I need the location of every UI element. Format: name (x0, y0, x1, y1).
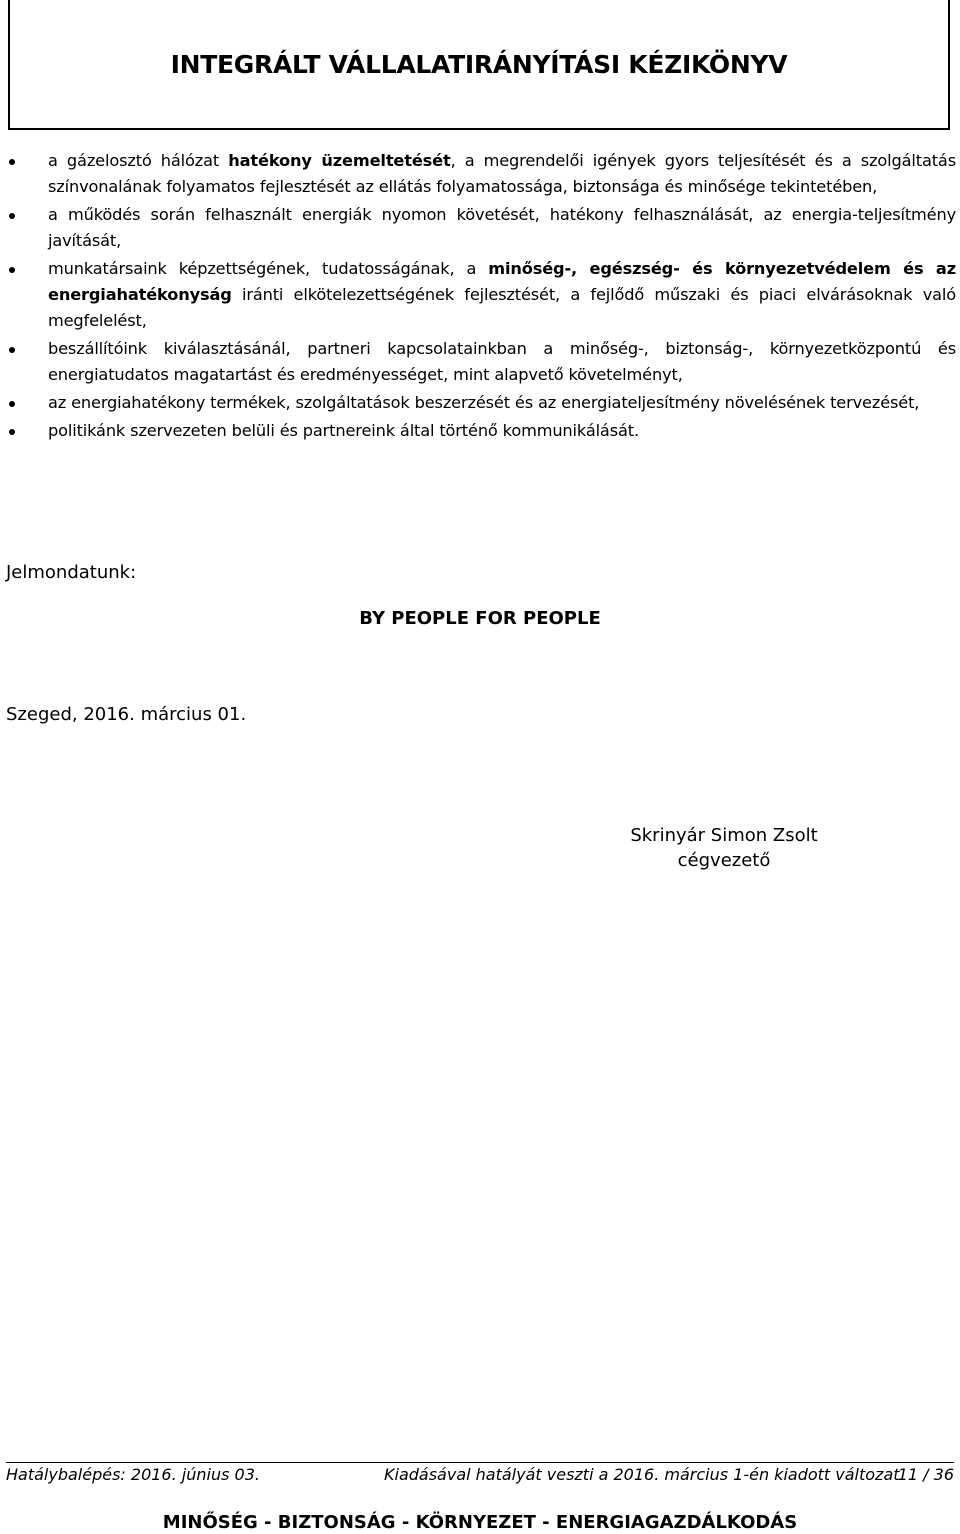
bullet-text-bold: minőség-, egészség- és környezetvédelem és az energiahatékonyság (48, 259, 956, 304)
list-item (6, 418, 956, 444)
signatory-name: Skrinyár Simon Zsolt (630, 825, 818, 846)
motto-text: BY PEOPLE FOR PEOPLE (359, 608, 601, 629)
bullet-text-part: az energiahatékony termékek, szolgáltatások beszerzését és az energiateljesítmény növelésének tervezését, (48, 393, 920, 412)
signature-block (600, 823, 848, 873)
bullet-text-part: iránti elkötelezettségének fejlesztését, a fejlődő műszaki és piaci elvárásoknak való megfelelést, (48, 285, 956, 330)
list-item (6, 390, 956, 416)
policy-bullet-list (6, 148, 956, 446)
list-item (6, 256, 956, 334)
bullet-icon (9, 429, 15, 435)
footer-divider (6, 1462, 954, 1463)
bullet-icon (9, 213, 15, 219)
document-title: INTEGRÁLT VÁLLALATIRÁNYÍTÁSI KÉZIKÖNYV (170, 50, 788, 79)
bullet-text-part: munkatársaink képzettségének, tudatosságának, a (48, 259, 489, 278)
footer-supersedes-note: Kiadásával hatályát veszti a 2016. március 1-én kiadott változat (384, 1465, 900, 1484)
place-date: Szeged, 2016. március 01. (6, 704, 247, 725)
motto-label: Jelmondatunk: (6, 562, 137, 583)
footer-effective-date: Hatálybalépés: 2016. június 03. (6, 1465, 260, 1484)
bullet-text-bold: hatékony üzemeltetését (228, 151, 451, 170)
bullet-text-part: a gázelosztó hálózat (48, 151, 229, 170)
bullet-text-part: politikánk szervezeten belüli és partnereink által történő kommunikálását. (48, 421, 639, 440)
bullet-text-part: , a megrendelői igények gyors teljesítését és a szolgáltatás színvonalának folyamatos fejlesztését az ellátás folyamatossága, biztonsága és minősége tekintetében, (48, 151, 956, 196)
list-item (6, 336, 956, 388)
bullet-icon (9, 401, 15, 407)
footer-page-number: 11 / 36 (897, 1465, 954, 1484)
bullet-text-part: beszállítóink kiválasztásánál, partneri kapcsolatainkban a minőség-, biztonság-, környezetközpontú és energiatudatos magatartást és eredményességet, mint alapvető követelményt, (48, 339, 956, 384)
bullet-icon (9, 347, 15, 353)
footer-tagline: MINŐSÉG - BIZTONSÁG - KÖRNYEZET - ENERGIAGAZDÁLKODÁS (162, 1512, 798, 1533)
bullet-text-part: a működés során felhasznált energiák nyomon követését, hatékony felhasználását, az energia-teljesítmény javítását, (48, 205, 956, 250)
list-item (6, 202, 956, 254)
bullet-icon (9, 159, 15, 165)
signatory-role: cégvezető (677, 850, 771, 871)
list-item (6, 148, 956, 200)
bullet-icon (9, 267, 15, 273)
header-box (8, 0, 950, 130)
